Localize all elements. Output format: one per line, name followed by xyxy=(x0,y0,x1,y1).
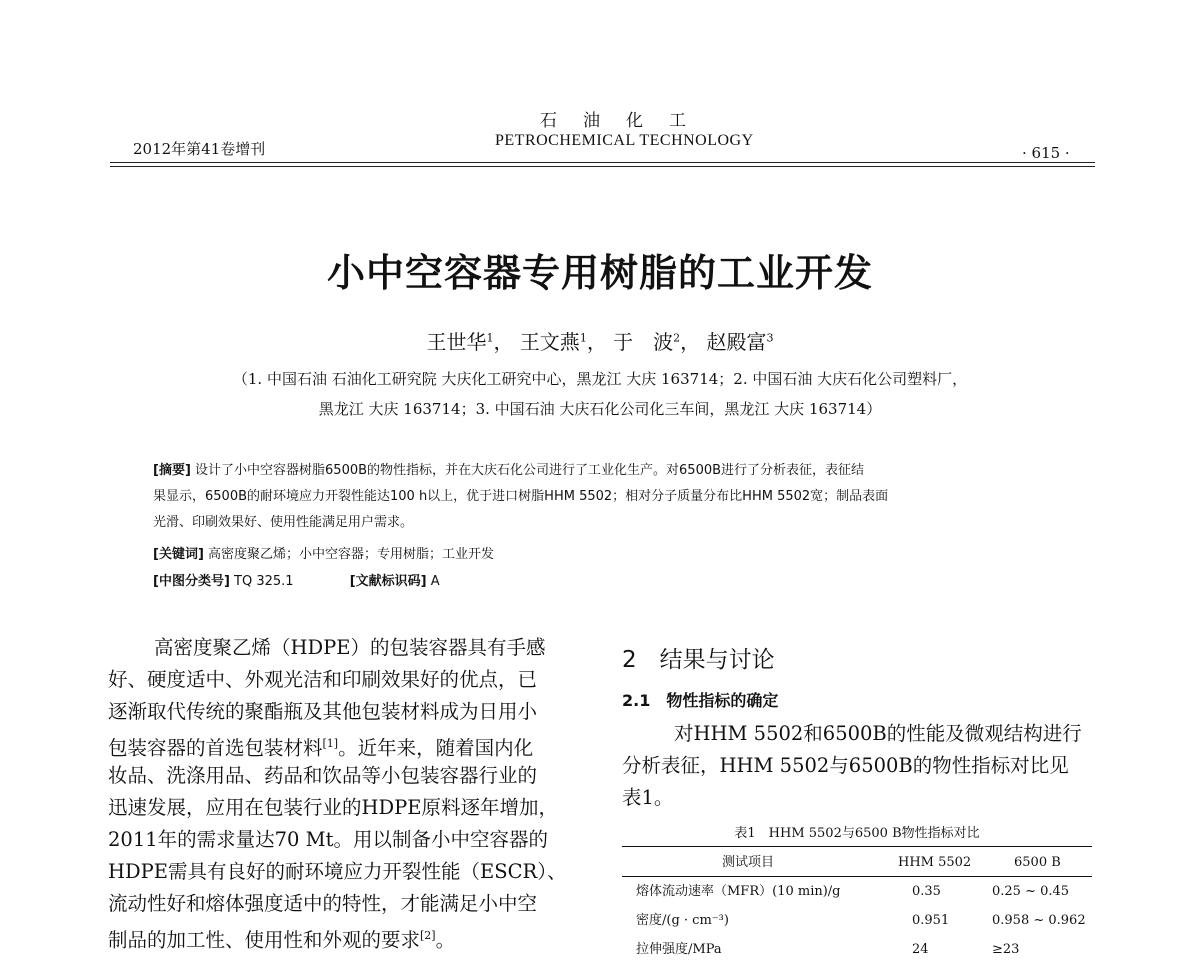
author-affiliation-mark: 3 xyxy=(766,331,774,345)
table-cell: 密度/(g · cm⁻³) xyxy=(636,913,729,928)
table-cell: 熔体流动速率（MFR）(10 min)/g xyxy=(636,884,841,899)
body-line: 表1。 xyxy=(622,786,674,809)
table-cell: 0.958 ~ 0.962 xyxy=(992,913,1086,928)
body-line: 迅速发展，应用在包装行业的HDPE原料逐年增加， xyxy=(108,796,558,819)
table-header-cell: HHM 5502 xyxy=(898,855,972,870)
author-affiliation-mark: 1 xyxy=(486,331,494,345)
table-cell: 拉伸强度/MPa xyxy=(636,942,722,957)
author-name: 赵殿富 xyxy=(706,330,767,354)
author-list: 王世华$^1$， 王文燕$^1$， 于 波$^2$， 赵殿富$^3$ xyxy=(426,330,774,354)
abstract-label: [摘要] xyxy=(153,463,191,478)
body-left-column xyxy=(108,632,588,952)
table-header-cell: 6500 B xyxy=(1014,855,1061,870)
body-line: 逐渐取代传统的聚酯瓶及其他包装材料成为日用小 xyxy=(108,700,538,723)
body-line xyxy=(108,920,588,952)
affiliation-line: （1. 中国石油 石油化工研究院 大庆化工研究中心，黑龙江 大庆 163714；2. 中国石油 大庆石化公司塑料厂， xyxy=(232,370,968,388)
author-affiliation-mark: 2 xyxy=(673,331,681,345)
issue-info: 2012年第41卷增刊 xyxy=(133,140,266,158)
paper-title: 小中空容器专用树脂的工业开发 xyxy=(326,251,873,295)
body-line: 好、硬度适中、外观光洁和印刷效果好的优点，已 xyxy=(108,668,538,691)
class-code: TQ 325.1 xyxy=(234,574,294,589)
class-label: [中图分类号] xyxy=(153,574,230,589)
author-name: 王世华 xyxy=(426,330,487,354)
keywords xyxy=(153,543,494,562)
doc-label: [文献标识码] xyxy=(349,574,427,589)
abstract-text: 果显示，6500B的耐环境应力开裂性能达100 h以上，优于进口树脂HHM 5502；相对分子质量分布比HHM 5502宽；制品表面 xyxy=(153,489,889,504)
journal-name-en: PETROCHEMICAL TECHNOLOGY xyxy=(495,132,754,149)
table-row xyxy=(622,879,1092,908)
body-line: 高密度聚乙烯（HDPE）的包装容器具有手感 xyxy=(154,636,546,659)
table-cell: 0.25 ~ 0.45 xyxy=(992,884,1070,899)
author-name: 于 波 xyxy=(613,330,674,354)
affiliation-line: 黑龙江 大庆 163714；3. 中国石油 大庆石化公司化三车间，黑龙江 大庆 163714） xyxy=(318,400,882,418)
body-text: 包装容器的首选包装材料 xyxy=(108,736,323,760)
table-cell: 24 xyxy=(912,942,929,957)
abstract xyxy=(153,458,1053,536)
keywords-text: 高密度聚乙烯；小中空容器；专用树脂；工业开发 xyxy=(208,547,495,562)
citation-1: [1] xyxy=(322,737,339,750)
body-line: 妆品、洗涤用品、药品和饮品等小包装容器行业的 xyxy=(108,764,538,787)
body-text: 制品的加工性、使用性和外观的要求 xyxy=(108,928,421,952)
subsection-heading: 2.1 物性指标的确定 xyxy=(622,691,779,710)
body-text: 。近年来，随着国内化 xyxy=(338,736,534,760)
table-cell: 0.951 xyxy=(912,913,950,928)
body-line: 2011年的需求量达70 Mt。用以制备小中空容器的 xyxy=(108,828,548,851)
body-line: HDPE需具有良好的耐环境应力开裂性能（ESCR）、 xyxy=(108,860,567,883)
body-line: 对HHM 5502和6500B的性能及微观结构进行 xyxy=(674,722,1082,745)
table-cell: 0.35 xyxy=(912,884,941,899)
author-affiliation-mark: 1 xyxy=(579,331,587,345)
classification xyxy=(153,570,440,589)
header-rule xyxy=(110,162,1095,163)
header-rule-secondary xyxy=(110,166,1095,167)
table-cell: ≥23 xyxy=(992,942,1020,957)
section-heading: 2 结果与讨论 xyxy=(622,647,775,673)
body-line xyxy=(108,728,588,760)
journal-name-cn: 石油化工 xyxy=(540,111,712,131)
table-header-cell: 测试项目 xyxy=(722,855,775,870)
property-table xyxy=(622,850,1092,966)
table-row xyxy=(622,908,1092,937)
table-header-row xyxy=(622,850,1092,879)
citation-2: [2] xyxy=(420,929,436,942)
body-line: 流动性好和熔体强度适中的特性，才能满足小中空 xyxy=(108,892,538,915)
doc-code: A xyxy=(430,574,440,589)
body-right-column xyxy=(622,718,1092,814)
table-top-rule xyxy=(622,846,1092,847)
keywords-label: [关键词] xyxy=(153,547,204,562)
body-text: 。 xyxy=(435,928,456,952)
page-number: · 615 · xyxy=(1022,144,1070,162)
body-line: 分析表征，HHM 5502与6500B的物性指标对比见 xyxy=(622,754,1069,777)
author-name: 王文燕 xyxy=(519,330,580,354)
abstract-text: 设计了小中空容器树脂6500B的物性指标，并在大庆石化公司进行了工业化生产。对6500B进行了分析表征，表征结 xyxy=(195,463,865,478)
abstract-text: 光滑、印刷效果好、使用性能满足用户需求。 xyxy=(153,515,414,530)
table-caption: 表1 HHM 5502与6500 B物性指标对比 xyxy=(734,826,980,841)
